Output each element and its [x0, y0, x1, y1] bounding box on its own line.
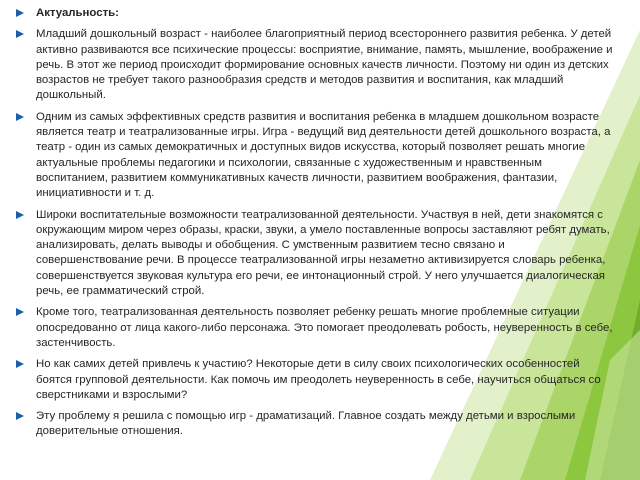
paragraph-text: Широки воспитательные возможности театрализованной деятельности. Участвуя в ней, дети знакомятся с окружающим миром через образы, краски, звуки, а умело поставленные вопросы заставляют ребят думать, анализировать, делать выводы и обобщения. С умственным развитием тесно связано и совершенствование речи. В процессе театрализованной игры незаметно активизируется словарь ребенка, совершенствуется звуковая культура его речи, ее интонационный строй. У него улучшается диалогическая речь, ее грамматический строй. — [36, 208, 610, 298]
paragraph-text: Но как самих детей привлечь к участию? Некоторые дети в силу своих психологических особенностей боятся групповой деятельности. Как помочь им преодолеть неуверенность в себе, научиться общаться со сверстниками и взрослыми? — [36, 358, 601, 401]
triangle-bullet-icon — [16, 308, 24, 316]
bullet-paragraph — [14, 27, 614, 103]
triangle-bullet-icon — [16, 360, 24, 368]
paragraph-text: Эту проблему я решила с помощью игр - драматизаций. Главное создать между детьми и взрослыми доверительные отношения. — [36, 410, 576, 438]
heading-item — [14, 6, 614, 21]
triangle-bullet-icon — [16, 211, 24, 219]
triangle-bullet-icon — [16, 113, 24, 121]
bullet-paragraph — [14, 409, 614, 440]
bullet-paragraph — [14, 208, 614, 300]
paragraph-text: Одним из самых эффективных средств развития и воспитания ребенка в младшем дошкольном возрасте является театр и театрализованные игры. Игра - ведущий вид деятельности детей дошкольного возраста, а театр - один из самых демократичных и доступных видов искусства, который позволяет решать многие актуальные проблемы педагогики и психологии, связанные с художественным и нравственным воспитанием, развитием коммуникативных качеств личности, развитием воображения, фантазии, инициативности и т. д. — [36, 110, 611, 200]
bullet-paragraph — [14, 110, 614, 202]
triangle-bullet-icon — [16, 30, 24, 38]
slide-heading: Актуальность: — [36, 7, 119, 19]
triangle-bullet-icon — [16, 412, 24, 420]
bullet-paragraph — [14, 357, 614, 403]
paragraph-text: Младший дошкольный возраст - наиболее благоприятный период всестороннего развития ребенка. У детей активно развиваются все психические процессы: восприятие, внимание, память, мышление, воображение и речь. В этот же период происходит формирование основных качеств личности. Поэтому ни один из детских возрастов не требует такого разнообразия средств и методов развития и воспитания, как младший дошкольный. — [36, 28, 613, 102]
slide-content — [14, 6, 614, 446]
triangle-bullet-icon — [16, 9, 24, 17]
bullet-paragraph — [14, 305, 614, 351]
paragraph-text: Кроме того, театрализованная деятельность позволяет ребенку решать многие проблемные ситуации опосредованно от лица какого-либо персонажа. Это помогает преодолевать робость, неуверенность в себе, застенчивость. — [36, 306, 613, 349]
